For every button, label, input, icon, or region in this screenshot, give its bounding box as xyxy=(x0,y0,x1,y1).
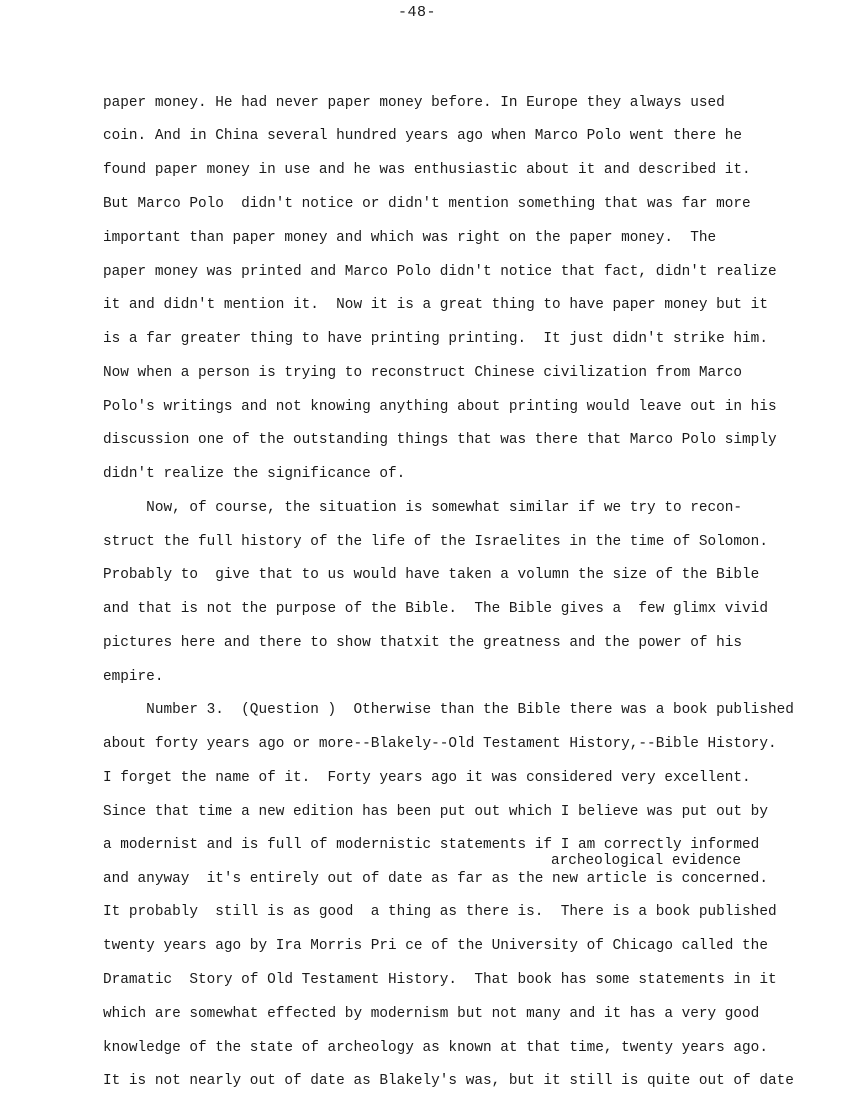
text-line: pictures here and there to show thatxit the greatness and the power of his xyxy=(103,635,743,651)
text-line: It probably still is as good a thing as there is. There is a book published xyxy=(103,904,777,920)
text-line: and that is not the purpose of the Bible. The Bible gives a few glimx vivid xyxy=(103,601,768,617)
text-line: Dramatic Story of Old Testament History. That book has some statements in it xyxy=(103,972,777,988)
text-line: found paper money in use and he was enthusiastic about it and described it. xyxy=(103,162,751,178)
text-line: Now when a person is trying to reconstruct Chinese civilization from Marco xyxy=(103,365,743,381)
text-line: twenty years ago by Ira Morris Pri ce of the University of Chicago called the xyxy=(103,938,768,954)
text-line: knowledge of the state of archeology as known at that time, twenty years ago. xyxy=(103,1040,768,1056)
text-line: Number 3. (Question ) Otherwise than the Bible there was a book published xyxy=(103,702,794,718)
text-line: paper money was printed and Marco Polo didn't notice that fact, didn't realize xyxy=(103,264,777,280)
text-line: about forty years ago or more--Blakely--Old Testament History,--Bible History. xyxy=(103,736,777,752)
text-line: is a far greater thing to have printing printing. It just didn't strike him. xyxy=(103,331,768,347)
text-line: But Marco Polo didn't notice or didn't mention something that was far more xyxy=(103,196,751,212)
text-line: it and didn't mention it. Now it is a great thing to have paper money but it xyxy=(103,297,768,313)
text-line: coin. And in China several hundred years ago when Marco Polo went there he xyxy=(103,128,743,144)
text-line: Probably to give that to us would have taken a volumn the size of the Bible xyxy=(103,567,760,583)
interlinear-insertion: archeological evidence xyxy=(551,853,741,869)
text-line: which are somewhat effected by modernism but not many and it has a very good xyxy=(103,1006,760,1022)
text-line: paper money. He had never paper money before. In Europe they always used xyxy=(103,95,725,111)
text-line: Polo's writings and not knowing anything about printing would leave out in his xyxy=(103,399,777,415)
text-line: discussion one of the outstanding things that was there that Marco Polo simply xyxy=(103,432,777,448)
text-line: important than paper money and which was right on the paper money. The xyxy=(103,230,717,246)
text-line: a modernist and is full of modernistic statements if I am correctly informed xyxy=(103,837,760,853)
text-line: Now, of course, the situation is somewhat similar if we try to recon- xyxy=(103,500,743,516)
text-line: I forget the name of it. Forty years ago it was considered very excellent. xyxy=(103,770,751,786)
text-line: It is not nearly out of date as Blakely's was, but it still is quite out of date xyxy=(103,1073,794,1089)
text-line: struct the full history of the life of the Israelites in the time of Solomon. xyxy=(103,534,768,550)
text-line: empire. xyxy=(103,669,164,685)
text-line: Since that time a new edition has been put out which I believe was put out by xyxy=(103,804,768,820)
page-number: -48- xyxy=(398,4,437,21)
text-line: didn't realize the significance of. xyxy=(103,466,406,482)
text-line: and anyway it's entirely out of date as far as the new article is concerned. xyxy=(103,871,768,887)
